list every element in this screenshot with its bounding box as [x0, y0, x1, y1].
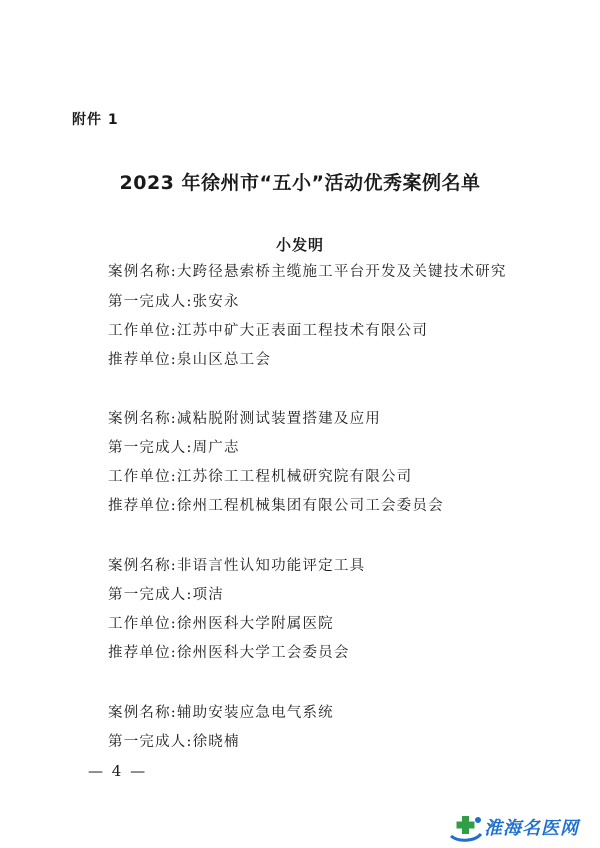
medical-cross-logo-icon	[448, 812, 484, 842]
case-unit: 工作单位:江苏中矿大正表面工程技术有限公司	[108, 323, 429, 339]
case-name: 案例名称:辅助安装应急电气系统	[108, 705, 334, 721]
case-recommender: 推荐单位:徐州医科大学工会委员会	[108, 645, 350, 661]
case-name: 案例名称:大跨径悬索桥主缆施工平台开发及关键技术研究	[108, 264, 507, 280]
section-heading: 小发明	[275, 236, 324, 254]
watermark	[448, 808, 598, 844]
page-number: — 4 —	[88, 762, 148, 780]
case-person: 第一完成人:周广志	[108, 440, 240, 456]
case-recommender: 推荐单位:徐州工程机械集团有限公司工会委员会	[108, 498, 444, 514]
case-name: 案例名称:减粘脱附测试装置搭建及应用	[108, 411, 381, 427]
case-name: 案例名称:非语言性认知功能评定工具	[108, 558, 366, 574]
case-unit: 工作单位:徐州医科大学附属医院	[108, 616, 334, 632]
watermark-text: 淮海名医网	[484, 818, 579, 839]
attachment-label: 附件 1	[72, 112, 119, 128]
document-title: 2023 年徐州市“五小”活动优秀案例名单	[119, 172, 481, 194]
case-unit: 工作单位:江苏徐工工程机械研究院有限公司	[108, 469, 413, 485]
case-person: 第一完成人:徐晓楠	[108, 734, 240, 750]
case-person: 第一完成人:项洁	[108, 587, 224, 603]
case-person: 第一完成人:张安永	[108, 294, 240, 310]
case-recommender: 推荐单位:泉山区总工会	[108, 352, 272, 368]
